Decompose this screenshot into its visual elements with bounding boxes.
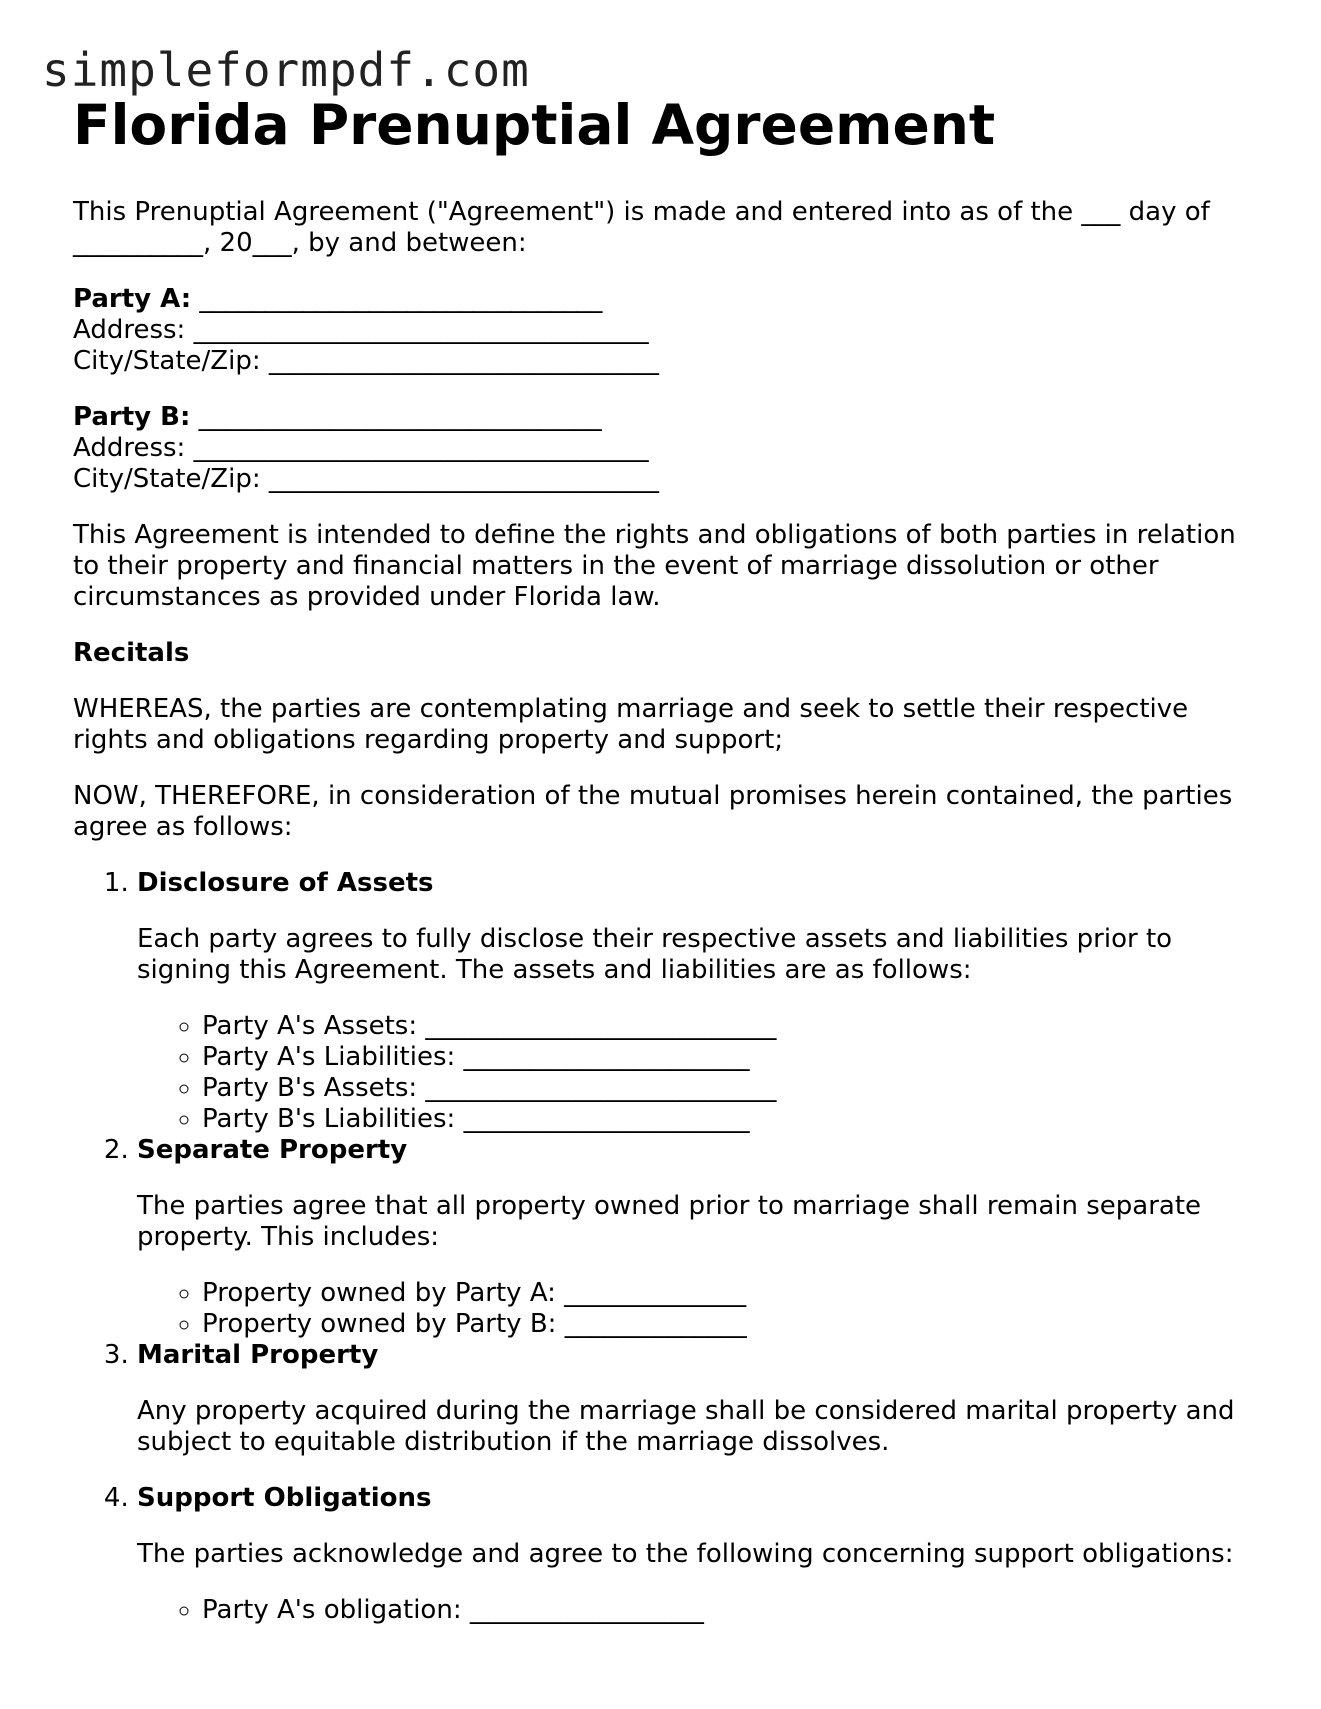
section-text: The parties agree that all property owned prior to marriage shall remain separate property. This includes: <box>137 1191 1202 1252</box>
party-a-label: Party A: <box>73 284 192 314</box>
separate-property-items <box>137 1278 1253 1340</box>
section-title: 3. Marital Property <box>137 1340 379 1370</box>
purpose-paragraph: This Agreement is intended to define the rights and obligations of both parties in relation to their property and financial matters in the event of marriage dissolution or other circumstances as provided under Florida law. <box>73 520 1236 612</box>
party-a-name-line <box>73 284 1253 315</box>
document-page <box>73 90 1253 1626</box>
party-b-address-line: Address: ___________________________________ <box>73 433 649 463</box>
document-title: Florida Prenuptial Agreement <box>73 93 996 157</box>
section-title: 1. Disclosure of Assets <box>137 868 434 898</box>
list-item: ◦ Party B's Assets: ___________________________ <box>202 1073 1253 1104</box>
section-title: 4. Support Obligations <box>137 1483 432 1513</box>
section-disclosure <box>137 868 1253 1135</box>
recitals-heading: Recitals <box>73 638 190 668</box>
party-a-city-line: City/State/Zip: ______________________________ <box>73 346 659 376</box>
party-b-name-blank: _______________________________ <box>190 402 602 432</box>
disclosure-items <box>137 1011 1253 1135</box>
section-text: Any property acquired during the marriage shall be considered marital property and subject to equitable distribution if the marriage dissolves. <box>137 1396 1235 1457</box>
section-text: Each party agrees to fully disclose their respective assets and liabilities prior to signing this Agreement. The assets and liabilities are as follows: <box>137 924 1173 985</box>
party-b-city-line: City/State/Zip: ______________________________ <box>73 464 659 494</box>
section-marital-property <box>137 1340 1253 1458</box>
list-item: ◦ Party B's Liabilities: ______________________ <box>202 1104 1253 1135</box>
party-a-name-blank: _______________________________ <box>191 284 603 314</box>
sections-list <box>73 868 1253 1626</box>
party-a-address-line: Address: ___________________________________ <box>73 315 649 345</box>
list-item: ◦ Party A's obligation: __________________ <box>202 1595 1253 1626</box>
party-b-block <box>73 402 1253 495</box>
support-items <box>137 1595 1253 1626</box>
intro-paragraph: This Prenuptial Agreement ("Agreement") is made and entered into as of the ___ day of __________, 20___, by and between: <box>73 197 1210 258</box>
watermark: simpleformpdf.com <box>42 43 530 97</box>
list-item: ◦ Party A's Assets: ___________________________ <box>202 1011 1253 1042</box>
party-a-block <box>73 284 1253 377</box>
section-separate-property <box>137 1135 1253 1340</box>
party-b-label: Party B: <box>73 402 191 432</box>
party-b-name-line <box>73 402 1253 433</box>
section-support-obligations <box>137 1483 1253 1626</box>
whereas-paragraph: WHEREAS, the parties are contemplating marriage and seek to settle their respective rights and obligations regarding property and support; <box>73 694 1189 755</box>
list-item: ◦ Property owned by Party A: ______________ <box>202 1278 1253 1309</box>
list-item: ◦ Party A's Liabilities: ______________________ <box>202 1042 1253 1073</box>
now-therefore-paragraph: NOW, THEREFORE, in consideration of the mutual promises herein contained, the parties agree as follows: <box>73 781 1233 842</box>
section-text: The parties acknowledge and agree to the following concerning support obligations: <box>137 1539 1234 1569</box>
list-item: ◦ Property owned by Party B: ______________ <box>202 1309 1253 1340</box>
section-title: 2. Separate Property <box>137 1135 408 1165</box>
